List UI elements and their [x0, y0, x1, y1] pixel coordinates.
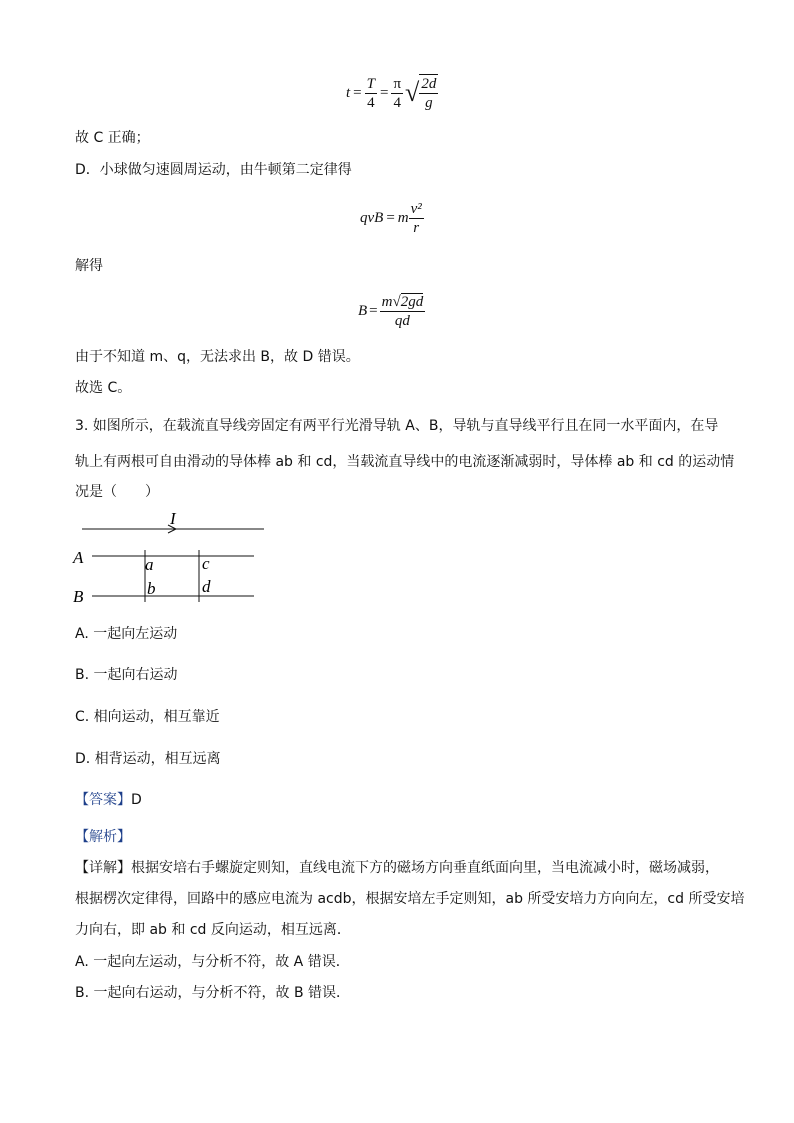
sqrt-denominator: g — [425, 95, 433, 111]
d-conclusion-line: 由于不知道 m、q，无法求出 B，故 D 错误。 — [75, 349, 360, 365]
current-label: I — [170, 509, 176, 528]
rail-b-label: B — [73, 587, 84, 606]
eq2-equals: = — [386, 209, 395, 226]
fraction-T-over-4 — [365, 75, 377, 112]
option-a: A. 一起向左运动 — [75, 626, 178, 642]
detail-line5: B. 一起向右运动，与分析不符，故 B 错误． — [75, 985, 351, 1001]
detail-tag: 【详解】 — [75, 860, 131, 876]
eq1-equals-2: = — [379, 84, 389, 101]
fraction-numerator-pi: π — [393, 75, 402, 92]
sqrt-icon: √ — [405, 78, 420, 107]
rod-label-b: b — [147, 579, 156, 598]
answer-tag: 【答案】 — [75, 792, 131, 808]
fraction-denominator-4: 4 — [393, 94, 401, 111]
sqrt-icon-2: √ — [392, 293, 401, 310]
eq2-lhs: qvB — [360, 209, 384, 226]
fraction-denominator: 4 — [367, 94, 375, 111]
sqrt-numerator: 2d — [421, 76, 437, 92]
detail-line3: 力向右，即 ab 和 cd 反向运动，相互远离． — [75, 922, 351, 938]
equation-B — [358, 288, 425, 334]
eq3-lhs: B — [358, 302, 368, 319]
eq3-num-sqrt: 2gd — [400, 293, 424, 310]
detail-line2: 根据楞次定律得，回路中的感应电流为 acdb，根据安培左手定则知，ab 所受安培力方向向左，cd 所受安培 — [75, 891, 745, 907]
eq1-equals: = — [353, 84, 362, 101]
fraction-numerator: T — [366, 75, 375, 92]
question3-line1: 3. 如图所示，在载流直导线旁固定有两平行光滑导轨 A、B，导轨与直导线平行且在同一水平面内，在导 — [75, 418, 719, 434]
question3-line2: 轨上有两根可自由滑动的导体棒 ab 和 cd，当载流直导线中的电流逐渐减弱时，导体棒 ab 和 cd 的运动情 — [75, 454, 735, 470]
sqrt-fraction — [419, 74, 438, 112]
eq1-lhs: t — [346, 84, 351, 101]
solve-line: 解得 — [75, 258, 103, 274]
option-d: D. 相背运动，相互远离 — [75, 751, 221, 767]
fraction-B — [380, 293, 426, 330]
top-equation — [346, 70, 438, 116]
option-b: B. 一起向右运动 — [75, 667, 178, 683]
rod-label-c: c — [202, 554, 210, 573]
question3-line3: 况是（ ） — [75, 484, 159, 500]
answer-value: D — [131, 792, 142, 808]
analysis-tag: 【解析】 — [75, 829, 131, 845]
fraction-pi-over-4 — [391, 75, 403, 112]
eq2-numerator: v² — [410, 200, 422, 217]
answer-line — [75, 790, 142, 810]
detail-line1 — [75, 858, 719, 878]
eq3-numerator — [380, 293, 426, 312]
rod-label-a: a — [145, 555, 154, 574]
rails-diagram — [68, 508, 268, 610]
eq2-mass: m — [397, 209, 409, 226]
eq2-denominator: r — [413, 219, 420, 236]
d-intro-line: D．小球做匀速圆周运动，由牛顿第二定律得 — [75, 162, 352, 178]
equation-lorentz — [360, 196, 424, 240]
c-correct-line: 故 C 正确； — [75, 130, 150, 146]
eq3-denominator: qd — [394, 312, 410, 329]
fraction-v2-over-r — [409, 200, 424, 237]
eq3-equals: = — [369, 302, 378, 319]
choose-line: 故选 C。 — [75, 380, 132, 396]
rod-label-d: d — [202, 577, 211, 596]
option-c: C. 相向运动，相互靠近 — [75, 709, 220, 725]
rail-a-label: A — [73, 548, 84, 567]
eq3-num-m: m — [381, 293, 393, 310]
detail-line4: A. 一起向左运动，与分析不符，故 A 错误． — [75, 954, 350, 970]
detail-text1: 根据安培右手螺旋定则知，直线电流下方的磁场方向垂直纸面向里，当电流减小时，磁场减弱， — [131, 860, 719, 876]
